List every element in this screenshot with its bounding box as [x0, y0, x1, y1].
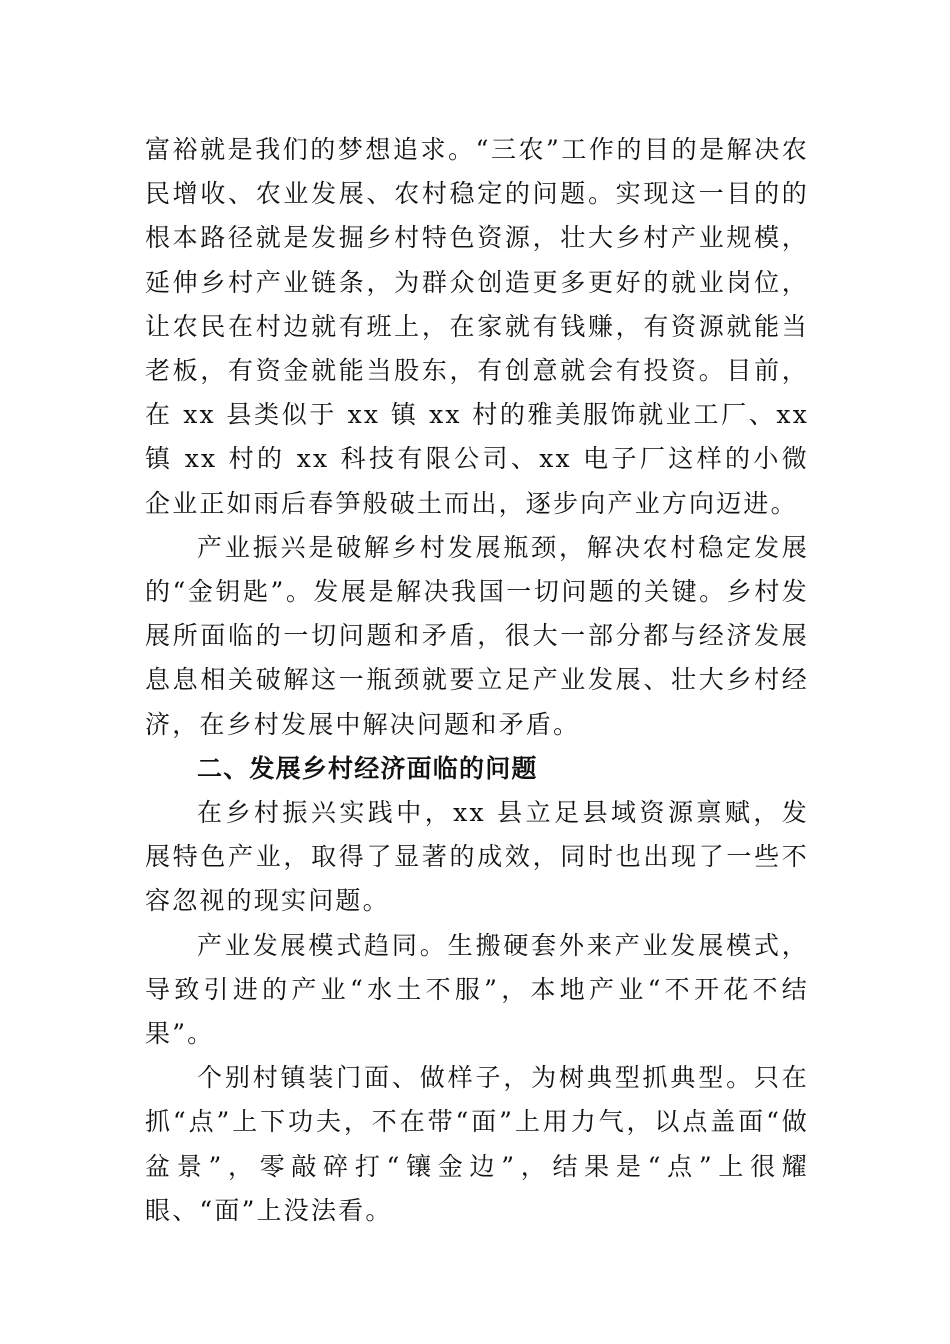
paragraph-practice-issues: 在乡村振兴实践中，xx 县立足县域资源禀赋，发展特色产业，取得了显著的成效，同时也出现了一些不容忽视的现实问题。 [145, 798, 809, 916]
paragraph-showcase-problem: 个别村镇装门面、做样子，为树典型抓典型。只在抓“点”上下功夫，不在带“面”上用力气，以点盖面“做盆景”，零敲碎打“镶金边”，结果是“点”上很耀眼、“面”上没法看。 [145, 1063, 809, 1225]
paragraph-model-convergence: 产业发展模式趋同。生搬硬套外来产业发展模式，导致引进的产业“水土不服”，本地产业“不开花不结果”。 [145, 930, 809, 1049]
paragraph-rural-prosperity: 富裕就是我们的梦想追求。“三农”工作的目的是解决农民增收、农业发展、农村稳定的问题。实现这一目的的根本路径就是发掘乡村特色资源，壮大乡村产业规模，延伸乡村产业链条，为群众创造更多更好的就业岗位，让农民在村边就有班上，在家就有钱赚，有资源就能当老板，有资金就能当股东，有创意就会有投资。目前，在 xx 县类似于 xx 镇 xx 村的雅美服饰就业工厂、xx 镇 xx 村的 xx 科技有限公司、xx 电子厂这样的小微企业正如雨后春笋般破土而出，逐步向产业方向迈进。 [145, 135, 809, 518]
section-heading: 二、发展乡村经济面临的问题 [197, 753, 538, 783]
paragraph-industry-revitalization: 产业振兴是破解乡村发展瓶颈，解决农村稳定发展的“金钥匙”。发展是解决我国一切问题的关键。乡村发展所面临的一切问题和矛盾，很大一部分都与经济发展息息相关破解这一瓶颈就要立足产业发展、壮大乡村经济，在乡村发展中解决问题和矛盾。 [145, 532, 809, 739]
document-body [145, 128, 809, 1233]
